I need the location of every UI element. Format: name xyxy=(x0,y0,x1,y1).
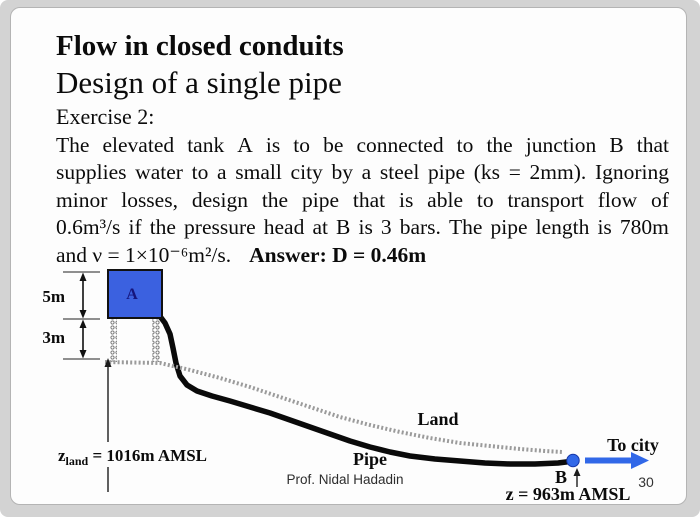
body-line: minor losses, design the pipe that is able to transport flow of xyxy=(56,187,669,212)
junction-b-elevation: z = 963m AMSL xyxy=(505,484,631,504)
dim-label-3m: 3m xyxy=(42,328,65,347)
dim-arrow-5m-head-up xyxy=(80,273,87,282)
dim-label-5m: 5m xyxy=(42,287,65,306)
dim-arrow-5m-head-down xyxy=(80,310,87,319)
body-line: The elevated tank A is to be connected to the junction B that xyxy=(56,132,669,157)
answer-text: Answer: D = 0.46m xyxy=(249,243,427,268)
to-city-label: To city xyxy=(607,435,659,455)
z-land-prefix: z xyxy=(58,446,66,465)
land-elevation-label xyxy=(58,446,207,468)
author-credit: Prof. Nidal Hadadin xyxy=(286,472,404,487)
pipe-line xyxy=(159,315,570,464)
exercise-label: Exercise 2: xyxy=(56,103,155,129)
z-land-subscript: land xyxy=(65,454,89,468)
pipe-label: Pipe xyxy=(353,449,387,469)
page-subtitle: Design of a single pipe xyxy=(56,65,342,100)
dim-arrow-3m-head-down xyxy=(80,350,87,359)
page-number: 30 xyxy=(638,474,654,490)
body-line: 0.6m³/s if the pressure head at B is 3 bars. The pipe length is 780m xyxy=(56,215,669,240)
land-label: Land xyxy=(417,409,459,429)
tank-leg-right xyxy=(152,318,160,362)
land-line xyxy=(105,362,562,452)
page-title: Flow in closed conduits xyxy=(56,30,344,62)
junction-b-label: B xyxy=(554,467,568,487)
viscosity-text: and ν = 1×10⁻⁶m²/s. xyxy=(56,243,232,268)
tank-leg-left xyxy=(110,318,118,362)
junction-b-marker xyxy=(567,454,579,466)
junction-b-pointer-head xyxy=(574,468,581,476)
z-land-value: = 1016m AMSL xyxy=(88,446,208,465)
body-line: supplies water to a small city by a steel pipe (ks = 2mm). Ignoring xyxy=(56,160,669,185)
tank-a-label: A xyxy=(126,286,138,303)
dim-arrow-3m-head-up xyxy=(80,320,87,329)
